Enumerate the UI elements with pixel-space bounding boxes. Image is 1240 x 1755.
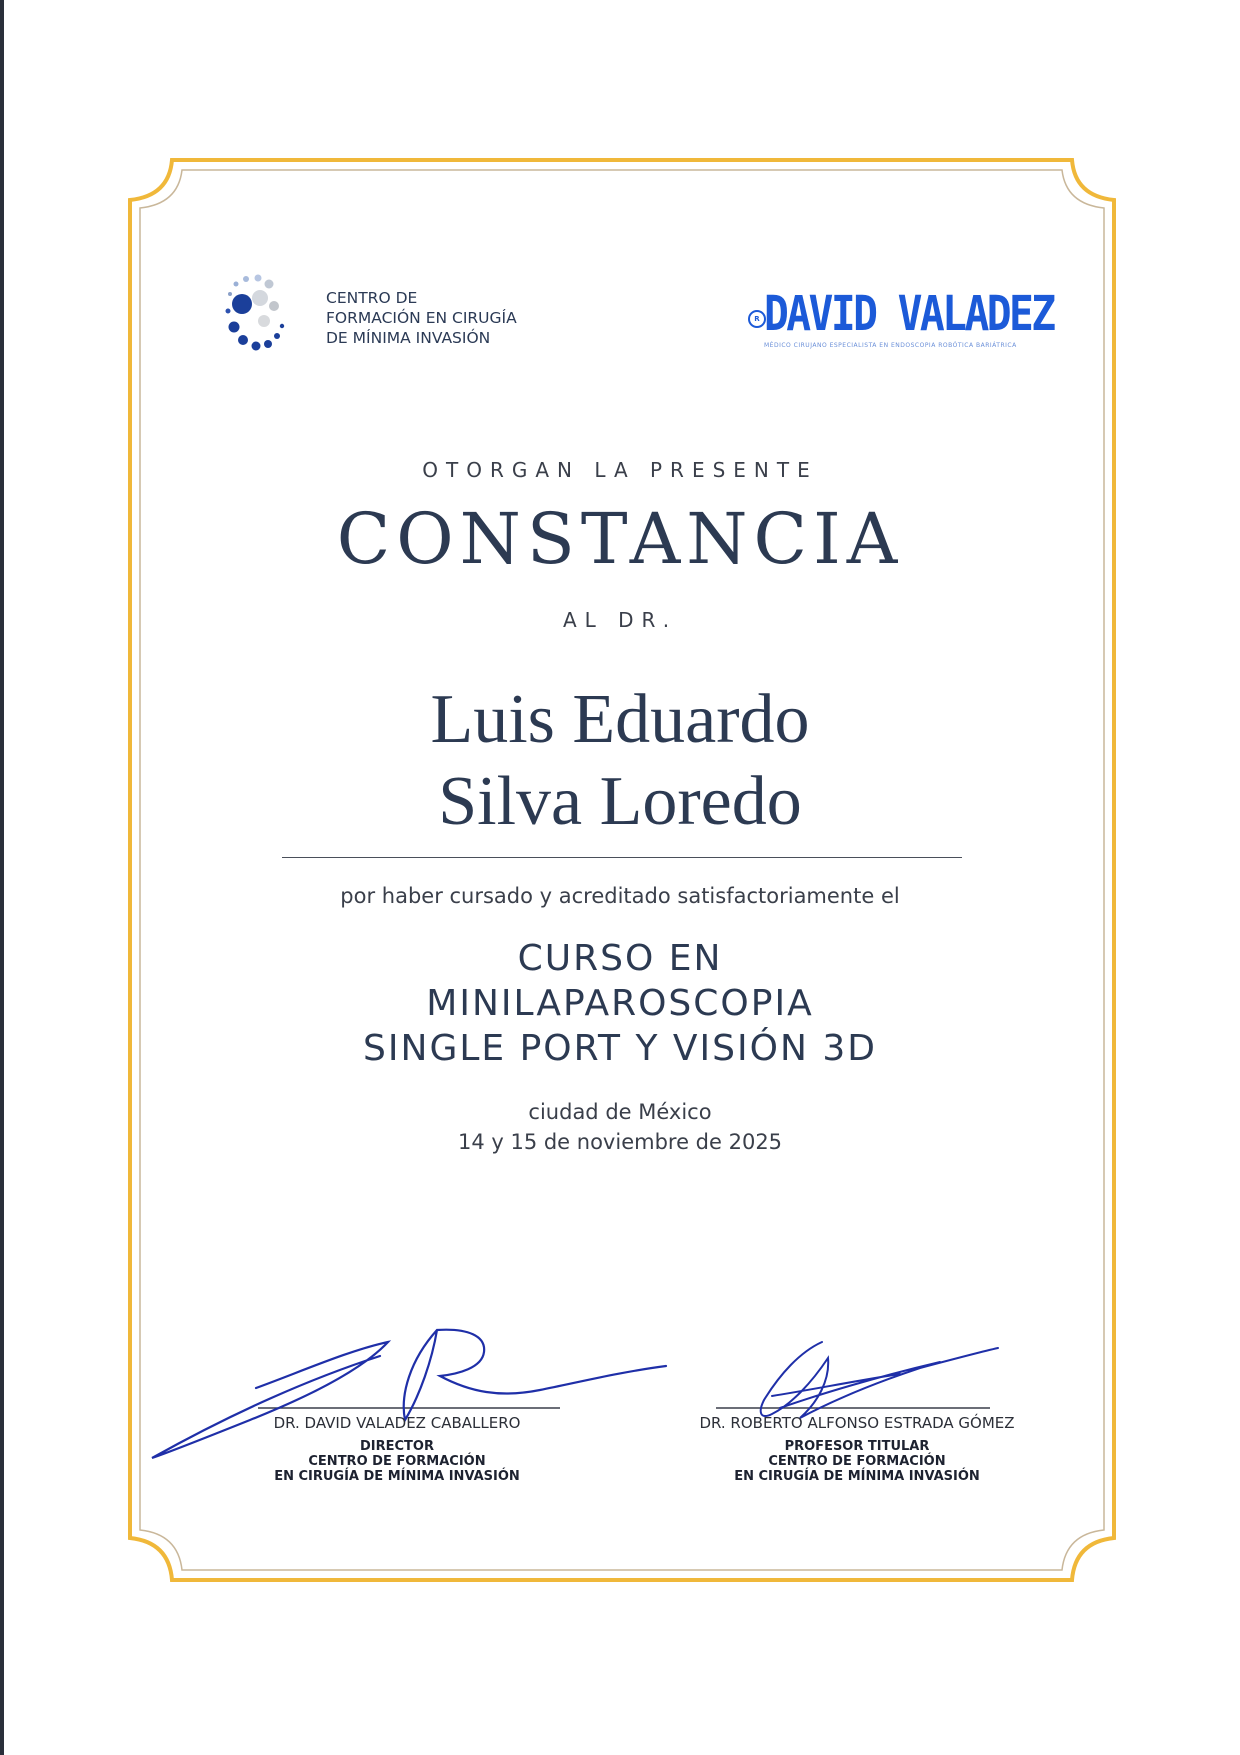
brand-name: DAVID VALADEZ [764, 286, 1054, 342]
signer-role-left-1: DIRECTOR [360, 1439, 434, 1454]
event-place: ciudad de México [528, 1100, 712, 1124]
signer-role-left-3: EN CIRUGÍA DE MÍNIMA INVASIÓN [274, 1469, 520, 1484]
course-line2: MINILAPAROSCOPIA [426, 983, 814, 1024]
al-dr-label: AL DR. [562, 608, 678, 632]
logo-left-line3: DE MÍNIMA INVASIÓN [326, 329, 491, 347]
accreditation-text: por haber cursado y acreditado satisfactoriamente el [340, 884, 900, 908]
logo-left-line1: CENTRO DE [326, 289, 418, 307]
signer-name-left: DR. DAVID VALADEZ CABALLERO [273, 1414, 521, 1432]
signer-name-right: DR. ROBERTO ALFONSO ESTRADA GÓMEZ [699, 1414, 1015, 1432]
signer-role-right-3: EN CIRUGÍA DE MÍNIMA INVASIÓN [734, 1469, 980, 1484]
course-line1: CURSO EN [517, 938, 723, 979]
logo-left-line2: FORMACIÓN EN CIRUGÍA [326, 309, 517, 327]
signer-role-right-2: CENTRO DE FORMACIÓN [768, 1454, 946, 1469]
registered-mark-icon: R [748, 310, 766, 328]
handwritten-signature-right [761, 1342, 998, 1418]
brand-tagline: MÉDICO CIRUJANO ESPECIALISTA EN ENDOSCOPIA ROBÓTICA BARIÁTRICA [764, 342, 1017, 349]
signature-block-left [212, 1414, 582, 1484]
certificate-title: CONSTANCIA [336, 498, 904, 580]
event-date: 14 y 15 de noviembre de 2025 [457, 1130, 783, 1154]
recipient-name-line2: Silva Loredo [438, 763, 802, 840]
otorgan-heading: OTORGAN LA PRESENTE [422, 458, 818, 482]
recipient-name-line1: Luis Eduardo [430, 681, 810, 758]
course-line3: SINGLE PORT Y VISIÓN 3D [363, 1028, 877, 1069]
signature-block-right [672, 1414, 1042, 1484]
signer-role-right-1: PROFESOR TITULAR [784, 1439, 930, 1454]
signer-role-left-2: CENTRO DE FORMACIÓN [308, 1454, 486, 1469]
